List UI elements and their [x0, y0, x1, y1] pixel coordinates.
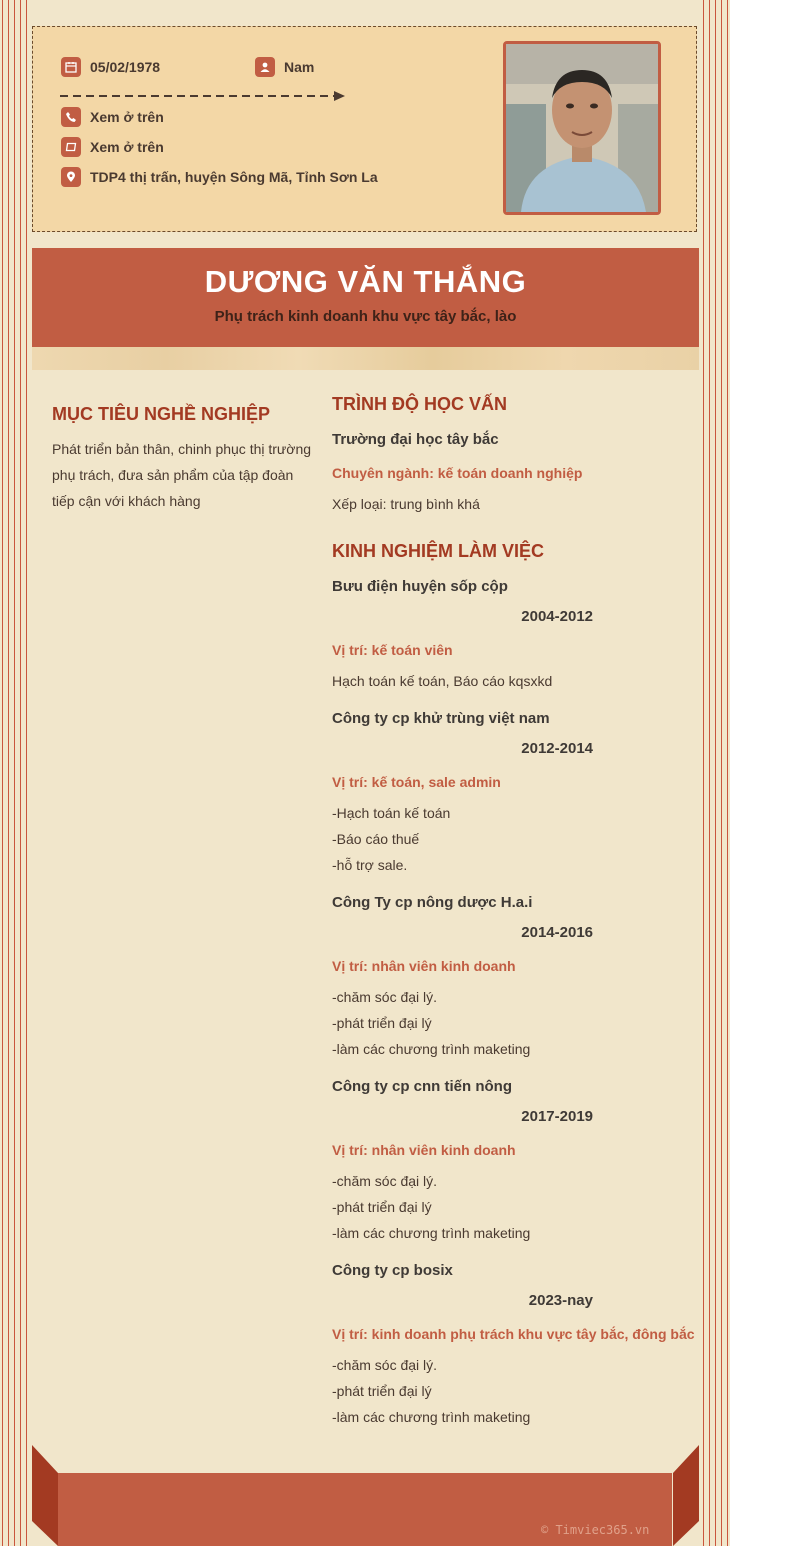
- job-company: Công ty cp bosix: [332, 1262, 453, 1279]
- job-detail-line: -làm các chương trình maketing: [332, 1225, 531, 1241]
- job-company: Bưu điện huyện sốp cộp: [332, 578, 508, 595]
- job-detail-line: -Báo cáo thuế: [332, 831, 420, 847]
- name-banner: [32, 248, 699, 347]
- address-text: TDP4 thị trấn, huyện Sông Mã, Tỉnh Sơn La: [90, 169, 378, 185]
- phone-item: [61, 107, 164, 127]
- footer-fold-right: [673, 1445, 699, 1546]
- avatar: [506, 44, 658, 212]
- job-detail-line: -chăm sóc đại lý.: [332, 989, 438, 1005]
- email-text: Xem ở trên: [90, 139, 164, 155]
- footer-fold-left: [32, 1445, 58, 1546]
- experience-heading: KINH NGHIỆM LÀM VIỆC: [332, 541, 545, 561]
- location-pin-icon: [61, 167, 81, 187]
- job-detail-line: -phát triển đại lý: [332, 1015, 432, 1031]
- gender-text: Nam: [284, 59, 315, 75]
- candidate-name: DƯƠNG VĂN THẮNG: [204, 264, 527, 299]
- job-period: 2017-2019: [521, 1108, 593, 1125]
- profile-photo: [503, 41, 661, 215]
- phone-text: Xem ở trên: [90, 109, 164, 125]
- major-text: Chuyên ngành: kế toán doanh nghiệp: [332, 465, 583, 481]
- address-item: [61, 167, 378, 187]
- job-position: Vị trí: nhân viên kinh doanh: [332, 958, 516, 974]
- objective-heading: MỤC TIÊU NGHỀ NGHIỆP: [52, 404, 271, 424]
- phone-icon: [61, 107, 81, 127]
- candidate-title: Phụ trách kinh doanh khu vực tây bắc, lào: [214, 308, 517, 325]
- contact-info-box: [32, 26, 697, 232]
- job-detail-line: -phát triển đại lý: [332, 1383, 432, 1399]
- job-period: 2004-2012: [521, 608, 593, 625]
- objective-text: Phát triển bản thân, chinh phục thị trường phụ trách, đưa sản phẩm của tập đoàn tiếp cận với khách hàng: [52, 441, 312, 509]
- watermark: © Timviec365.vn: [541, 1523, 650, 1537]
- dob-item: [61, 57, 160, 77]
- job-period: 2023-nay: [528, 1292, 593, 1309]
- job-detail-line: -làm các chương trình maketing: [332, 1041, 531, 1057]
- calendar-icon: [61, 57, 81, 77]
- job-detail-line: -phát triển đại lý: [332, 1199, 432, 1215]
- user-icon: [255, 57, 275, 77]
- email-item: [61, 137, 164, 157]
- dob-text: 05/02/1978: [90, 59, 161, 75]
- job-position: Vị trí: kinh doanh phụ trách khu vực tây bắc, đông bắc: [332, 1326, 695, 1342]
- job-detail-line: -Hạch toán kế toán: [332, 805, 451, 821]
- right-border-stripes: [700, 0, 730, 1546]
- job-position: Vị trí: kế toán, sale admin: [332, 774, 501, 790]
- job-detail-line: -làm các chương trình maketing: [332, 1409, 531, 1425]
- job-detail-line: -chăm sóc đại lý.: [332, 1357, 438, 1373]
- gender-item: [255, 57, 314, 77]
- job-position: Vị trí: kế toán viên: [332, 642, 453, 658]
- job-detail-line: -chăm sóc đại lý.: [332, 1173, 438, 1189]
- education-heading: TRÌNH ĐỘ HỌC VẤN: [332, 394, 507, 414]
- school-name: Trường đại học tây bắc: [332, 431, 499, 448]
- job-detail-line: -hỗ trợ sale.: [332, 857, 408, 873]
- job-company: Công ty cp cnn tiến nông: [332, 1078, 512, 1095]
- banner-texture-strip: [32, 347, 699, 370]
- dashed-arrow-divider: [60, 90, 345, 102]
- job-detail-line: Hạch toán kế toán, Báo cáo kqsxkd: [332, 673, 553, 689]
- left-border-stripes: [0, 0, 30, 1546]
- job-period: 2012-2014: [521, 740, 593, 757]
- job-company: Công ty cp khử trùng việt nam: [332, 710, 550, 727]
- job-period: 2014-2016: [521, 924, 593, 941]
- job-company: Công Ty cp nông dược H.a.i: [332, 894, 533, 911]
- mail-icon: [61, 137, 81, 157]
- grade-text: Xếp loại: trung bình khá: [332, 496, 480, 512]
- job-position: Vị trí: nhân viên kinh doanh: [332, 1142, 516, 1158]
